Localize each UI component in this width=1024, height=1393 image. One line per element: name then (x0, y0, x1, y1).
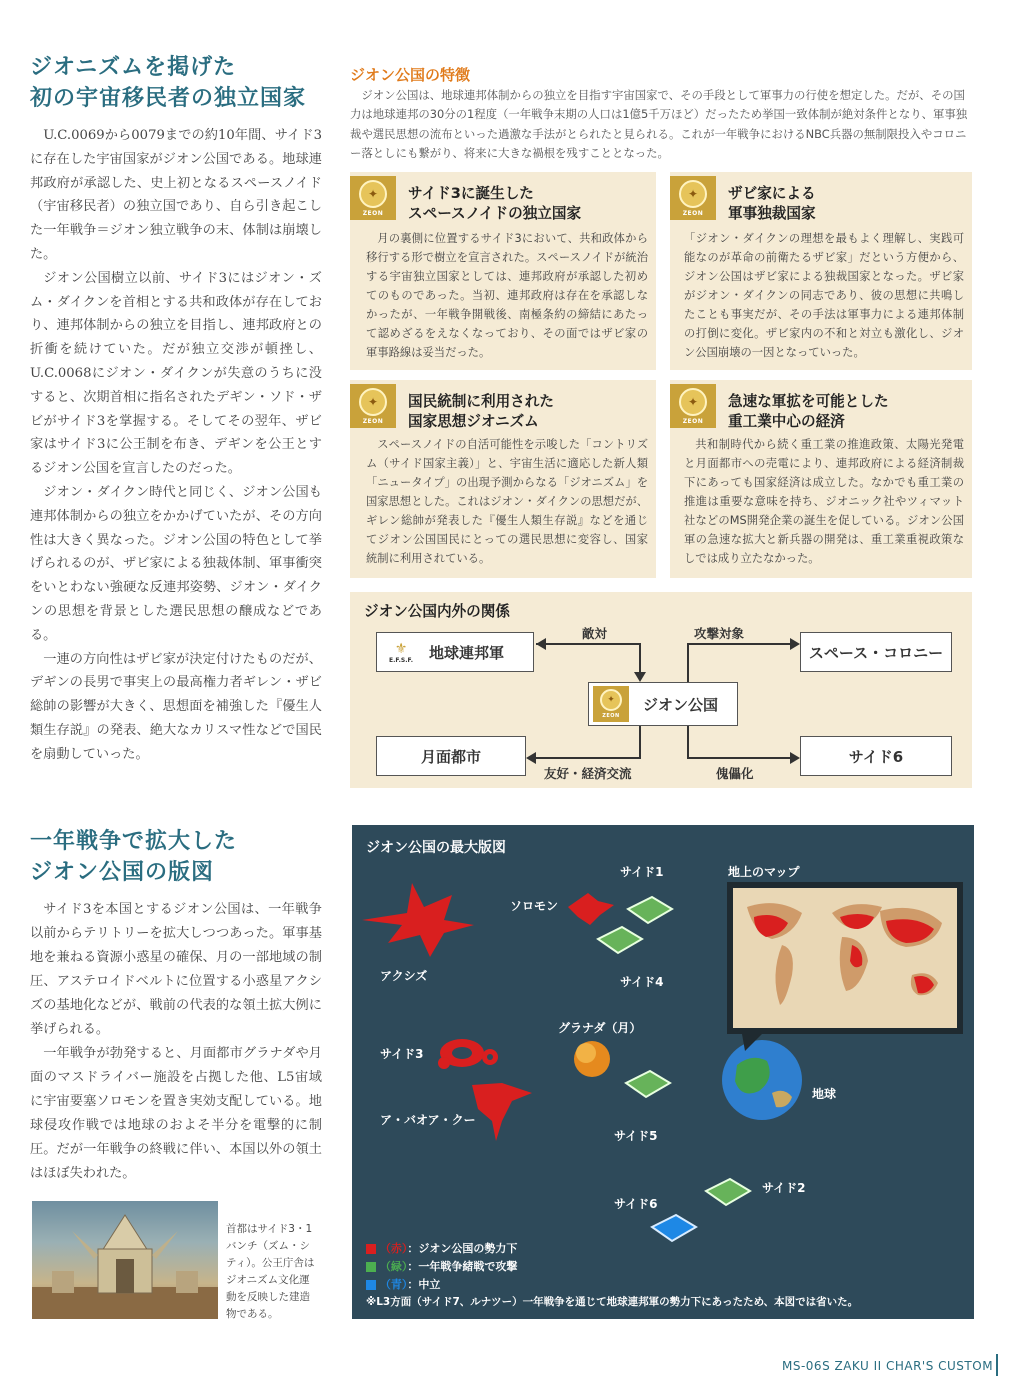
caption-line: バンチ（ズム・シ (226, 1240, 310, 1252)
page-footer: MS-06S ZAKU II CHAR'S CUSTOM (782, 1359, 994, 1373)
label-axis: アクシズ (380, 969, 428, 983)
arrow-attack (688, 644, 790, 684)
legend-text: ：中立 (407, 1278, 441, 1291)
panel-title (728, 184, 816, 224)
arrowhead (536, 638, 546, 650)
panel-title-line: 重工業中心の経済 (728, 413, 845, 430)
edge-label-puppet: 傀儡化 (716, 766, 754, 781)
label-solomon: ソロモン (510, 899, 559, 913)
heading-line: ジオン公国の版図 (30, 860, 215, 885)
feature-panel (350, 172, 656, 370)
axis-shape (362, 883, 474, 957)
panel-title-line: ザビ家による (728, 185, 816, 202)
legend-text: ：ジオン公国の勢力下 (407, 1242, 518, 1255)
paragraph: ジオン・ダイクン時代と同じく、ジオン公国も連邦体制からの独立をかかげていたが、その方向性は大きく異なった。ジオン公国の特色として挙げられるのが、ザビ家による独裁体制、軍事衝突をいとわない強硬な反連邦姿勢、ジオン・ダイクンの思想を背景とした選民思想の醸成などである。 (30, 484, 322, 643)
label-side1: サイド1 (620, 865, 664, 879)
node-side6 (800, 736, 952, 776)
zeon-emblem-icon: ✦ (679, 180, 707, 208)
node-label: 月面都市 (420, 747, 481, 766)
arrowhead (526, 752, 536, 764)
label-granada: グラナダ（月） (558, 1021, 642, 1035)
map-title: ジオン公国の最大版図 (366, 840, 506, 856)
left-bottom-heading (30, 826, 237, 888)
zeon-emblem (593, 686, 629, 722)
caption-line: 動を反映した建造 (226, 1291, 310, 1303)
solomon-shape (568, 893, 614, 925)
zeon-emblem (670, 384, 716, 428)
left-bottom-body (30, 898, 322, 1186)
paragraph: U.C.0069から0079までの約10年間、サイド3に存在した宇宙国家がジオン公国である。地球連邦政府が承認した、史上初となるスペースノイド（宇宙移民者）の独立国であり、自ら引き起こした一年戦争＝ジオン独立戦争の末、体制は崩壊した。 (30, 128, 322, 262)
edge-label-attack: 攻撃対象 (694, 626, 745, 641)
legend-swatch (366, 1280, 376, 1290)
label-ground-map: 地上のマップ (728, 865, 800, 879)
arrow-hostile (536, 644, 640, 672)
edge-label-friendly: 友好・経済交流 (544, 766, 632, 781)
emblem-text: ZEON (682, 209, 704, 217)
features-heading: ジオン公国の特徴 (350, 66, 471, 84)
caption-line: 首都はサイド3・1 (226, 1223, 313, 1235)
a-baoa-qu-shape (472, 1083, 532, 1141)
paragraph: 一連の方向性はザビ家が決定付けたものだが、デギンの長男で事実上の最高権力者ギレン・ザビ総帥の影響が大きく、思想面を補強した『優生人類生存説』の発表、絶大なカリスマ性などで国民を扇動していった。 (30, 651, 322, 762)
node-zeon (588, 682, 738, 726)
arrowhead (790, 638, 800, 650)
zeon-emblem-icon: ✦ (679, 388, 707, 416)
legend-color-name: （緑） (379, 1260, 408, 1273)
colony-side5 (626, 1071, 670, 1097)
feature-panel (350, 380, 656, 578)
emblem-text: ZEON (362, 417, 384, 425)
label-earth: 地球 (812, 1087, 837, 1101)
panel-title (408, 392, 554, 432)
node-earth-federation (376, 632, 534, 672)
node-label: サイド6 (848, 747, 904, 766)
zeon-emblem (350, 176, 396, 220)
map-note: ※L3方面（サイド7、ルナツー）一年戦争を通じて地球連邦軍の勢力下にあったため、本図では省いた。 (366, 1296, 859, 1308)
left-top-body (30, 124, 322, 767)
colony-side2 (706, 1179, 750, 1205)
paragraph: ジオン公国樹立以前、サイド3にはジオン・ズム・ダイクンを首相とする共和政体が存在しており、連邦体制からの独立を目指し、連邦政府との折衝を続けていた。だが独立交渉が頓挫し、U.C.0068にジオン・ダイクンが失意のうちに没すると、次期首相に指名されたデギン・ソド・ザビがサイド3を掌握する。そしてその翌年、ザビ家はサイド3に公王制を布き、デギンを公王とするジオン公国を宣言したのだった。 (30, 270, 322, 477)
feature-panel (670, 172, 972, 370)
node-label: 地球連邦軍 (429, 643, 505, 662)
label-side2: サイド2 (762, 1181, 806, 1195)
node-space-colony (800, 632, 952, 672)
illustration-caption (226, 1221, 326, 1323)
label-side6: サイド6 (614, 1197, 658, 1211)
panel-title-line: スペースノイドの独立国家 (408, 205, 582, 222)
label-side5: サイド5 (614, 1129, 658, 1143)
efsf-text: E.F.S.F. (389, 656, 413, 664)
heading-line: 一年戦争で拡大した (30, 829, 238, 854)
zeon-emblem-icon: ✦ (600, 689, 622, 711)
palace-image (32, 1201, 218, 1319)
panel-title-line: 国民統制に利用された (408, 393, 554, 410)
territory-map (352, 825, 974, 1319)
efsf-emblem (383, 639, 419, 665)
colony-side4 (598, 927, 642, 953)
efsf-icon: ⚜ (394, 640, 408, 657)
panel-title (408, 184, 581, 224)
label-side4: サイド4 (620, 975, 664, 989)
colony-side1 (628, 897, 672, 923)
emblem-text: ZEON (682, 417, 704, 425)
paragraph: 一年戦争が勃発すると、月面都市グラナダや月面のマスドライバー施設を占拠した他、L5宙域に宇宙要塞ソロモンを置き実効支配している。地球侵攻作戦では地球のおよそ半分を電撃的に制圧。だが一年戦争の終戦に伴い、本国以外の領土はほぼ失われた。 (30, 1046, 322, 1181)
feature-panel (670, 380, 972, 578)
node-label: スペース・コロニー (808, 643, 944, 662)
legend-text: ：一年戦争緒戦で攻撃 (407, 1260, 518, 1273)
panel-body: 共和制時代から続く重工業の推進政策、太陽光発電と月面都市への売電により、連邦政府による経済制裁下にあっても国家経済は成立した。なかでも重工業の推進は重要な意味を持ち、ジオニック社やツィマット社などのMS開発企業の誕生を促している。ジオン公国軍の急速な拡大と新兵器の開発は、重工業重視政策なしでは成り立たなかった。 (684, 438, 964, 565)
edge-label-hostile: 敵対 (582, 626, 608, 641)
panel-title-line: サイド3に誕生した (408, 185, 534, 202)
colony-side6 (652, 1215, 696, 1241)
panel-body: 月の裏側に位置するサイド3において、共和政体から移行する形で樹立を宣言された。スペースノイドが統治する宇宙独立国家としては、連邦政府が承認した初めてのものであった。当初、連邦政府は存在を承認しなかったが、一年戦争開戦後、南極条約の締結にあたって認めざるをえなくなっており、その面ではザビ家の軍事路線は妥当だった。 (366, 232, 648, 359)
arrowhead (634, 672, 646, 682)
label-side3: サイド3 (380, 1047, 424, 1061)
panel-title (728, 392, 889, 432)
node-lunar-city (376, 736, 526, 776)
panel-body: スペースノイドの自活可能性を示唆した「コントリズム（サイド国家主義）」と、宇宙生活に適応した新人類「ニュータイプ」の出現予測からなる「ジオニズム」を国家思想とした。これはジオン・ダイクンの思想だが、ギレン総帥が発表した『優生人類生存説』などを通じてジオン公国国民にとっての選民思想に変容し、国家統制に利用されている。 (366, 438, 648, 565)
legend-color-name: （赤） (379, 1242, 408, 1255)
legend-swatch (366, 1244, 376, 1254)
panel-body: 「ジオン・ダイクンの理想を最もよく理解し、実践可能なのが革命の前衛たるザビ家」だという方便から、ジオン公国はザビ家による独裁国家となった。ザビ家がジオン・ダイクンの同志であり、彼の思想に共鳴したことも事実だが、その手法は軍事力による連邦体制の打倒に変化。ザビ家内の不和と対立も激化し、ジオン公国崩壊の一因となっていった。 (684, 232, 964, 359)
footer-divider (996, 1354, 998, 1376)
relations-heading: ジオン公国内外の関係 (364, 603, 510, 620)
arrowhead (790, 752, 800, 764)
arrow-friendly (536, 726, 640, 758)
panel-title-line: 急速な軍拡を可能とした (728, 393, 889, 410)
caption-line: 物である。 (226, 1308, 279, 1320)
emblem-text: ZEON (362, 209, 384, 217)
relations-diagram (350, 592, 972, 788)
heading-line: 初の宇宙移民者の独立国家 (30, 86, 307, 111)
panel-title-line: 国家思想ジオニズム (408, 413, 539, 430)
legend-item (366, 1276, 858, 1292)
map-legend (366, 1240, 858, 1309)
legend-item (366, 1240, 858, 1256)
zeon-emblem-icon: ✦ (359, 180, 387, 208)
heading-line: ジオニズムを掲げた (30, 55, 237, 80)
left-top-heading (30, 52, 306, 114)
palace-illustration (32, 1201, 218, 1319)
zeon-emblem (670, 176, 716, 220)
zeon-emblem-icon: ✦ (359, 388, 387, 416)
legend-swatch (366, 1262, 376, 1272)
caption-line: ティ）。公王庁舎は (226, 1257, 315, 1269)
legend-color-name: （青） (379, 1278, 408, 1291)
caption-line: ジオニズム文化運 (226, 1274, 310, 1286)
features-intro: ジオン公国は、地球連邦体制からの独立を目指す宇宙国家で、その手段として軍事力の行使を想定した。だが、その国力は地球連邦の30分の1程度（一年戦争末期の人口は1億5千万ほど）だったため挙国一致体制が絶対条件となり、軍事独裁や選民思想の流布といった過激な手法がとられたと見られる。これが一年戦争におけるNBC兵器の無制限投入やコロニー落としにも繋がり、将来に大きな禍根を残すこととなった。 (350, 88, 968, 160)
node-label: ジオン公国 (643, 695, 719, 714)
legend-item (366, 1258, 858, 1274)
panel-title-line: 軍事独裁国家 (728, 205, 816, 222)
zeon-emblem (350, 384, 396, 428)
paragraph: サイド3を本国とするジオン公国は、一年戦争以前からテリトリーを拡大しつつあった。軍事基地を兼ねる資源小惑星の確保、月の一部地域の制圧、アステロイドベルトに位置する小惑星アクシズの基地化などが、戦前の代表的な領土拡大例に挙げられる。 (30, 902, 322, 1037)
arrow-puppet (688, 726, 790, 758)
emblem-text: ZEON (602, 713, 620, 719)
label-a-baoa-qu: ア・バオア・クー (380, 1113, 476, 1127)
side3-shape (438, 1039, 498, 1069)
